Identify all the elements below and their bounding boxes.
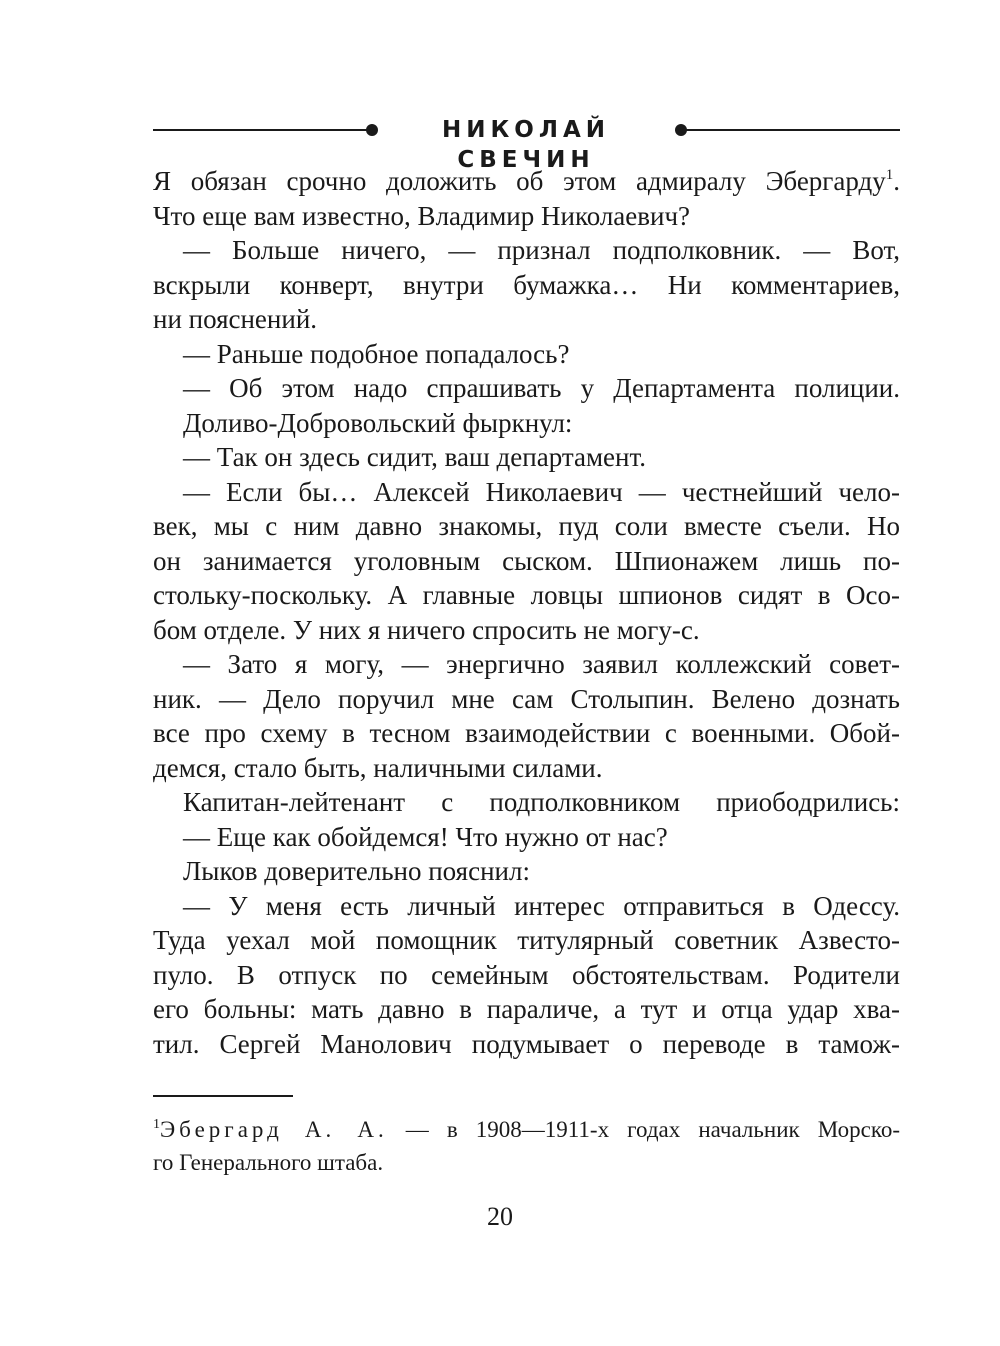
footnote-separator: [153, 1095, 293, 1097]
text-span-end: .: [893, 166, 900, 196]
text-line: — Еще как обойдемся! Что нужно от нас?: [183, 821, 668, 852]
header-dot-left: [366, 124, 378, 136]
text-line: — Больше ничего, — признал подполковник. — Вот,: [183, 235, 900, 265]
text-line: век, мы с ним давно знакомы, пуд соли вместе съели. Но: [153, 511, 900, 541]
text-line: бом отделе. У них я ничего спросить не могу-с.: [153, 614, 700, 645]
footnote-name: Эбергард А. А.: [160, 1117, 388, 1142]
footnote-text: — в 1908—1911-х годах начальник Морско-: [387, 1117, 900, 1142]
text-line: — Если бы… Алексей Николаевич — честнейший чело-: [183, 476, 900, 507]
header-rule-left: [153, 129, 368, 131]
text-line: тил. Сергей Манолович подумывает о переводе в тамож-: [153, 1028, 900, 1059]
text-line: — Зато я могу, — энергично заявил коллежский совет-: [183, 649, 900, 679]
footnote-line: го Генерального штаба.: [153, 1150, 384, 1175]
text-line: Лыков доверительно пояснил:: [183, 856, 530, 886]
header-author: НИКОЛАЙ СВЕЧИН: [441, 117, 610, 173]
text-line: стольку-поскольку. А главные ловцы шпионов сидят в Осо-: [153, 580, 900, 610]
text-line: — Так он здесь сидит, ваш департамент.: [183, 442, 646, 472]
footnote-line: [153, 1113, 900, 1146]
text-line: он занимается уголовным сыском. Шпионажем лишь по-: [153, 545, 900, 576]
text-line: Доливо-Добровольский фыркнул:: [183, 407, 573, 438]
text-line: пуло. В отпуск по семейным обстоятельствам. Родители: [153, 959, 900, 990]
text-line: Что еще вам известно, Владимир Николаевич?: [153, 200, 691, 231]
footnote-ref: 1: [885, 167, 894, 183]
text-line: вскрыли конверт, внутри бумажка… Ни комментариев,: [153, 269, 900, 300]
text-line: Туда уехал мой помощник титулярный советник Азвесто-: [153, 925, 900, 955]
text-line: [153, 164, 900, 199]
text-line: — У меня есть личный интерес отправиться в Одессу.: [183, 890, 900, 921]
text-line: — Об этом надо спрашивать у Департамента полиции.: [183, 373, 900, 403]
footnote: [153, 1113, 900, 1179]
header-rule-right: [685, 129, 900, 131]
footnote-marker: 1: [153, 1117, 160, 1132]
text-line: ни пояснений.: [153, 304, 318, 334]
text-line: — Раньше подобное попадалось?: [183, 338, 570, 369]
text-line: его больны: мать давно в параличе, а тут и отца удар хва-: [153, 994, 900, 1024]
text-line: все про схему в тесном взаимодействии с военными. Обой-: [153, 718, 900, 748]
page-number: 20: [487, 1202, 513, 1231]
text-span: Я обязан срочно доложить об этом адмиралу Эбергарду: [153, 166, 886, 196]
body-text: [153, 164, 900, 1061]
running-header: [153, 115, 900, 173]
text-line: Капитан-лейтенант с подполковником приободрились:: [183, 787, 900, 817]
text-line: ник. — Дело поручил мне сам Столыпин. Велено дознать: [153, 683, 900, 714]
text-line: демся, стало быть, наличными силами.: [153, 752, 603, 783]
